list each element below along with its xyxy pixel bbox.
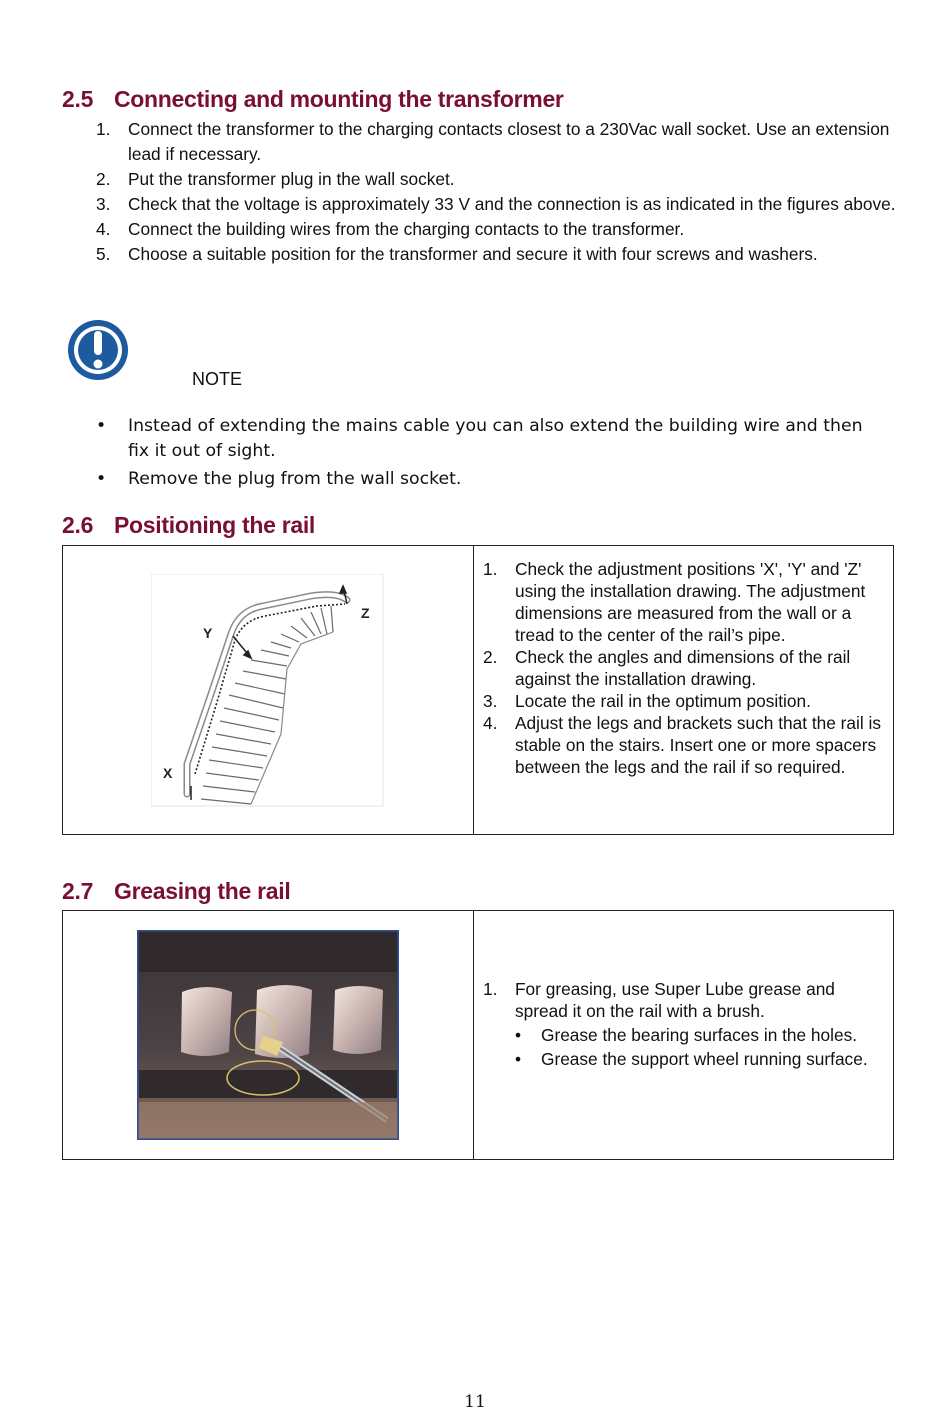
note-bullets (96, 414, 886, 495)
rail-steps-list (483, 558, 888, 778)
list-item (96, 414, 886, 464)
greasing-sub-bullets (515, 1024, 888, 1070)
section-heading-2-7 (62, 878, 290, 905)
label-z: Z (361, 605, 370, 621)
section-heading-2-6 (62, 512, 315, 539)
list-item (96, 467, 886, 492)
step-number: 1. (96, 119, 111, 139)
step-text: Connect the transformer to the charging contacts closest to a 230Vac wall socket. Use an extension lead if necessary. (128, 119, 890, 164)
section-title: Connecting and mounting the transformer (114, 86, 564, 112)
section-title: Greasing the rail (114, 878, 291, 904)
step-text: Check that the voltage is approximately 33 V and the connection is as indicated in the figures above. (128, 194, 896, 214)
bullet-icon: • (96, 469, 107, 489)
step-number: 3. (96, 194, 111, 214)
step-number: 4. (483, 713, 498, 733)
greasing-table (62, 910, 894, 1160)
step-number: 4. (96, 219, 111, 239)
transformer-steps-list (96, 117, 896, 267)
list-item (96, 117, 896, 167)
step-number: 2. (483, 647, 498, 667)
table-divider (473, 546, 474, 834)
list-item (96, 242, 896, 267)
list-item (515, 1048, 888, 1070)
label-y: Y (203, 625, 213, 641)
section-heading-2-5 (62, 86, 564, 113)
bullet-icon: • (515, 1049, 522, 1069)
list-item (483, 558, 888, 646)
greasing-steps-list (483, 978, 888, 1072)
bullet-text: Instead of extending the mains cable you can also extend the building wire and then fix it out of sight. (128, 416, 863, 461)
step-text: Locate the rail in the optimum position. (515, 691, 811, 711)
section-title: Positioning the rail (114, 512, 316, 538)
list-item (483, 712, 888, 778)
step-number: 1. (483, 559, 498, 579)
step-number: 2. (96, 169, 111, 189)
exclamation-icon (66, 318, 130, 382)
step-text: Check the angles and dimensions of the rail against the installation drawing. (515, 647, 851, 689)
bullet-text: Grease the support wheel running surface. (541, 1049, 868, 1069)
section-number: 2.6 (62, 512, 94, 538)
list-item (483, 646, 888, 690)
bullet-text: Grease the bearing surfaces in the holes. (541, 1025, 858, 1045)
rail-positioning-table (62, 545, 894, 835)
bullet-icon: • (515, 1025, 522, 1045)
list-item (96, 167, 896, 192)
step-text: Adjust the legs and brackets such that the rail is stable on the stairs. Insert one or more spacers between the legs and the rail if so required. (515, 713, 881, 777)
step-text: Choose a suitable position for the transformer and secure it with four screws and washers. (128, 244, 818, 264)
step-text: Connect the building wires from the charging contacts to the transformer. (128, 219, 685, 239)
bullet-text: Remove the plug from the wall socket. (128, 469, 462, 489)
step-text: Check the adjustment positions 'X', 'Y' and 'Z' using the installation drawing. The adjustment dimensions are measured from the wall or a tread to the center of the rail’s pipe. (515, 559, 866, 645)
table-divider (473, 911, 474, 1159)
section-number: 2.7 (62, 878, 94, 904)
step-text: Put the transformer plug in the wall socket. (128, 169, 455, 189)
list-item (483, 690, 888, 712)
label-x: X (163, 765, 173, 781)
step-number: 3. (483, 691, 498, 711)
list-item (96, 217, 896, 242)
bullet-icon: • (96, 416, 107, 436)
page-number: 11 (464, 1392, 486, 1412)
list-item (96, 192, 896, 217)
list-item (483, 978, 888, 1070)
list-item (515, 1024, 888, 1046)
step-number: 5. (96, 244, 111, 264)
stairlift-rail-diagram (151, 574, 385, 808)
greasing-photo (137, 930, 399, 1140)
section-number: 2.5 (62, 86, 94, 112)
step-text: For greasing, use Super Lube grease and spread it on the rail with a brush. (515, 979, 835, 1021)
step-number: 1. (483, 979, 498, 999)
note-label: NOTE (192, 369, 243, 389)
